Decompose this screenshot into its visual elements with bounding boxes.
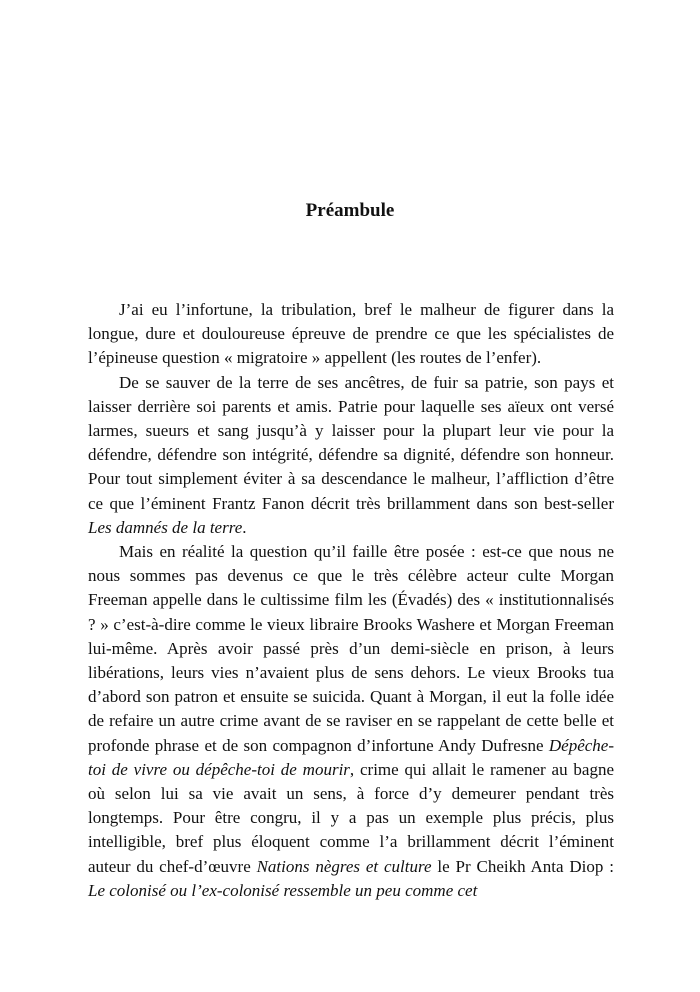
quote-colonise: Le colonisé ou l’ex-colonisé ressemble un peu comme cet (88, 880, 478, 900)
paragraph-2-end: . (242, 517, 247, 537)
quote-depeche-toi: Dépêche-toi de vivre ou dépêche-toi de mourir (88, 735, 614, 779)
paragraph-3-text-a: Mais en réalité la question qu’il faille être posée : est-ce que nous ne nous sommes pas devenus ce que le très célèbre acteur culte Morgan Freeman appelle dans le cultissime film les (Évadés) des « institutionnalisés ? » c’est-à-dire comme le vieux libraire Brooks Washere et Morgan Freeman lui-même. Après avoir passé près d’un demi-siècle en prison, à leurs libérations, leurs vies n’avaient plus de sens dehors. Le vieux Brooks tua d’abord son patron et ensuite se suicida. Quant à Morgan, il eut la folle idée de refaire un autre crime avant de se raviser en se rappelant de cette belle et profonde phrase et de son compagnon d’infortune Andy Dufresne (88, 542, 614, 755)
paragraph-3-text-c: le Pr Cheikh Anta Diop : (431, 856, 614, 876)
paragraph-3-text-b: , crime qui allait le ramener au bagne où selon lui sa vie avait un sens, à force d’y demeurer pendant très longtemps. Pour être congru, il y a pas un exemple plus précis, plus intelligible, bref plus éloquent comme l’a brillamment décrit l’éminent auteur du chef-d’œuvre (88, 759, 615, 876)
body-text (88, 298, 614, 903)
paragraph-2 (88, 371, 614, 540)
paragraph-2-text: De se sauver de la terre de ses ancêtres, de fuir sa patrie, son pays et laisser derrière soi parents et amis. Patrie pour laquelle ses aïeux ont versé larmes, sueurs et sang jusqu’à y laisser pour la plupart leur vie pour la défendre, défendre son intégrité, défendre sa dignité, défendre son honneur. Pour tout simplement éviter à sa descendance le malheur, l’affliction d’être ce que l’éminent Frantz Fanon décrit très brillamment dans son best-seller (88, 372, 614, 513)
book-title-nations-negres: Nations nègres et culture (256, 856, 432, 876)
chapter-title: Préambule (305, 200, 395, 221)
paragraph-1: J’ai eu l’infortune, la tribulation, bref le malheur de figurer dans la longue, dure et douloureuse épreuve de prendre ce que les spécialistes de l’épineuse question « migratoire » appellent (les routes de l’enfer). (88, 300, 614, 368)
book-title-damnes: Les damnés de la terre (88, 517, 243, 537)
paragraph-3 (88, 540, 614, 903)
